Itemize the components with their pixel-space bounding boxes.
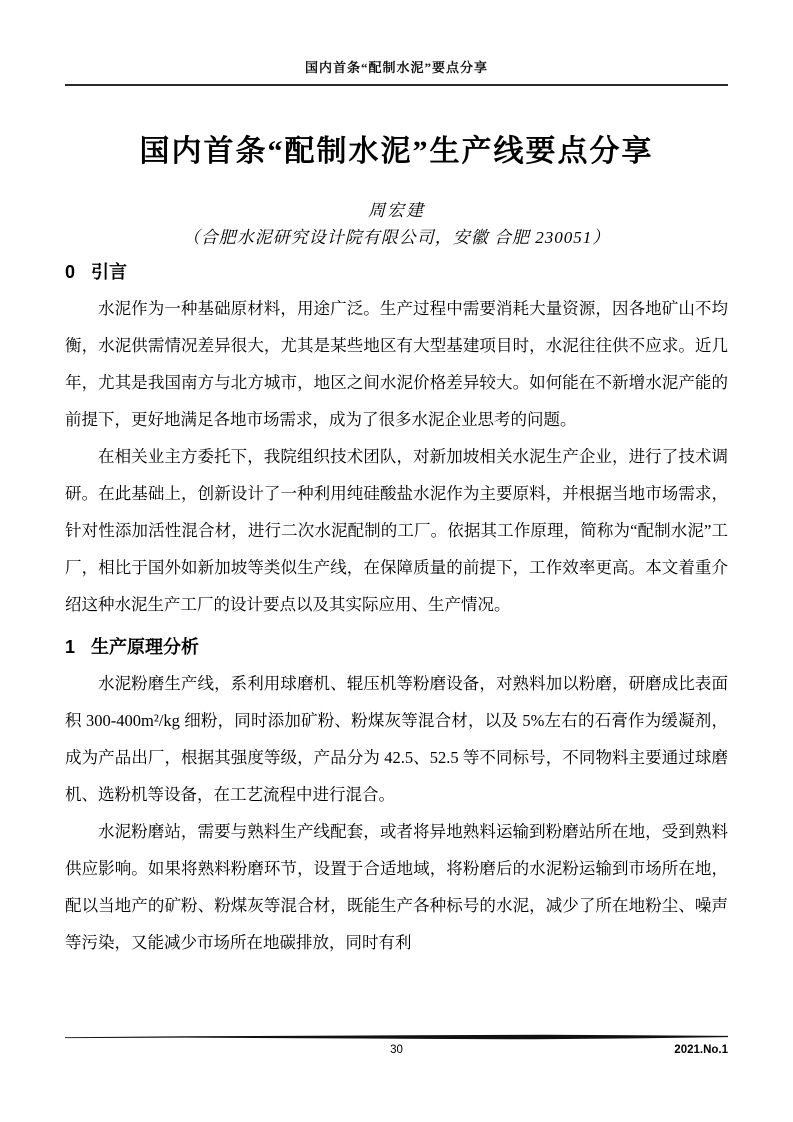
section-title: 生产原理分析: [91, 637, 200, 657]
paragraph-intro-2: 在相关业主方委托下，我院组织技术团队，对新加坡相关水泥生产企业，进行了技术调研。在此基础上，创新设计了一种利用纯硅酸盐水泥作为主要原料，并根据当地市场需求，针对性添加活性混合材，进行二次水泥配制的工厂。依据其工作原理，简称为“配制水泥”工厂，相比于国外如新加坡等类似生产线，在保障质量的前提下，工作效率更高。本文着重介绍这种水泥生产工厂的设计要点以及其实际应用、生产情况。: [65, 447, 728, 614]
header-rule: [65, 84, 728, 86]
article-body: [65, 260, 728, 961]
issue-label: 2021.No.1: [674, 1044, 728, 1056]
footer-rule: [65, 1034, 728, 1041]
article-title: 国内首条“配制水泥”生产线要点分享: [139, 135, 654, 168]
section-number: 1: [65, 637, 76, 657]
paragraph-intro-1: 水泥作为一种基础原材料，用途广泛。生产过程中需要消耗大量资源，因各地矿山不均衡，水泥供需情况差异很大，尤其是某些地区有大型基建项目时，水泥往往供不应求。近几年，尤其是我国南方与北方城市，地区之间水泥价格差异较大。如何能在不新增水泥产能的前提下，更好地满足各地市场需求，成为了很多水泥企业思考的问题。: [65, 299, 728, 429]
section-number: 0: [65, 262, 76, 282]
article-author: 周宏建: [368, 201, 425, 220]
section-title: 引言: [91, 262, 128, 282]
paragraph-principle-2: 水泥粉磨站，需要与熟料生产线配套，或者将异地熟料运输到粉磨站所在地，受到熟料供应影响。如果将熟料粉磨环节，设置于合适地域，将粉磨后的水泥粉运输到市场所在地，配以当地产的矿粉、粉煤灰等混合材，既能生产各种标号的水泥，减少了所在地粉尘、噪声等污染，又能减少市场所在地碳排放，同时有利: [65, 822, 728, 952]
paragraph-principle-1: 水泥粉磨生产线，系利用球磨机、辊压机等粉磨设备，对熟料加以粉磨，研磨成比表面积 300-400m²/kg 细粉，同时添加矿粉、粉煤灰等混合材，以及 5%左右的石膏作为缓凝剂，成为产品出厂，根据其强度等级，产品分为 42.5、52.5 等不同标号，不同物料主要通过球磨机、选粉机等设备，在工艺流程中进行混合。: [65, 674, 728, 804]
running-header-title: 国内首条“配制水泥”要点分享: [304, 60, 488, 75]
page-number: 30: [390, 1044, 403, 1056]
article-affiliation: （合肥水泥研究设计院有限公司，安徽 合肥 230051）: [182, 228, 611, 247]
section-heading-production-principle: [65, 635, 728, 659]
section-heading-introduction: [65, 260, 728, 284]
